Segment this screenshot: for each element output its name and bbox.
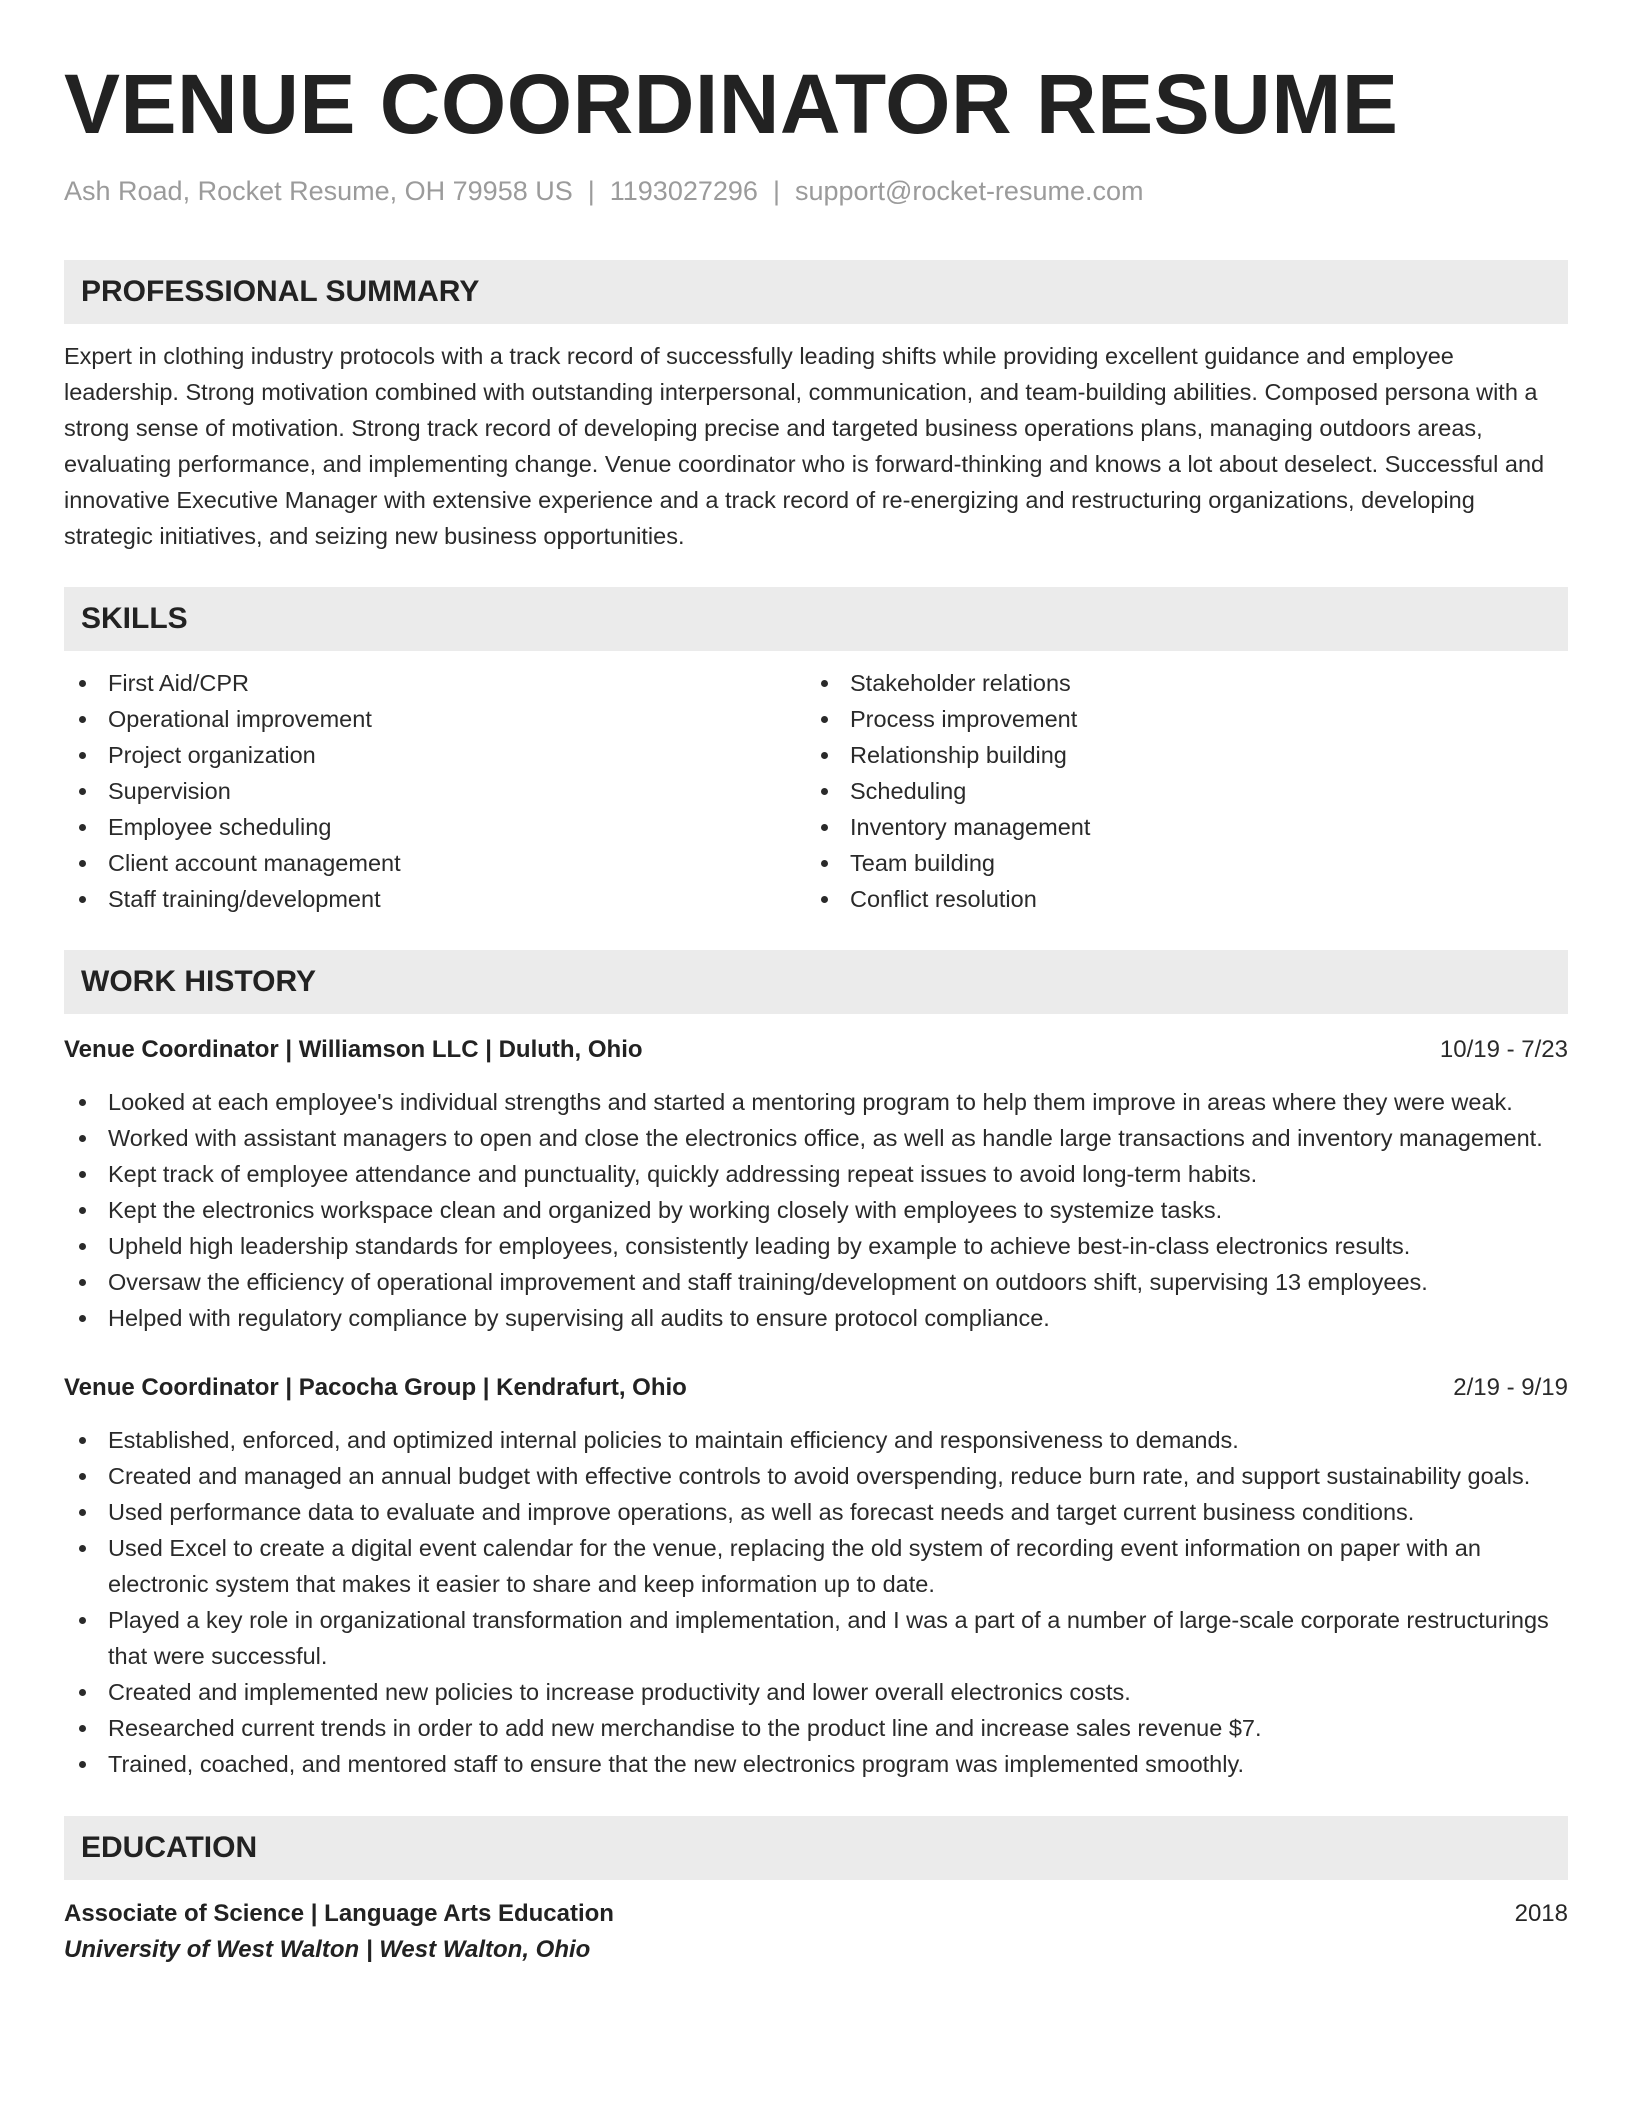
- contact-email: support@rocket-resume.com: [794, 176, 1144, 206]
- skill-item: Team building: [806, 845, 1548, 881]
- skill-item: Relationship building: [806, 737, 1548, 773]
- skill-item: First Aid/CPR: [64, 665, 806, 701]
- job-bullet: Researched current trends in order to add new merchandise to the product line and increase sales revenue $7.: [64, 1710, 1568, 1746]
- job-dates: 2/19 - 9/19: [1453, 1374, 1568, 1401]
- job-bullet: Worked with assistant managers to open and close the electronics office, as well as handle large transactions and inventory management.: [64, 1120, 1568, 1156]
- job-bullet: Kept track of employee attendance and punctuality, quickly addressing repeat issues to avoid long-term habits.: [64, 1156, 1568, 1192]
- education-head: [64, 1896, 1568, 1932]
- education-year: 2018: [1514, 1900, 1568, 1927]
- job-bullet: Upheld high leadership standards for employees, consistently leading by example to achieve best-in-class electronics results.: [64, 1228, 1568, 1264]
- skill-item: Supervision: [64, 773, 806, 809]
- skill-item: Scheduling: [806, 773, 1548, 809]
- job-head: [64, 1032, 1568, 1068]
- job-bullet: Created and managed an annual budget with effective controls to avoid overspending, reduce burn rate, and support sustainability goals.: [64, 1458, 1568, 1494]
- job-entry: [64, 1370, 1568, 1782]
- contact-address: Ash Road, Rocket Resume, OH 79958 US: [64, 176, 573, 206]
- skill-item: Project organization: [64, 737, 806, 773]
- section-header-work-history: WORK HISTORY: [64, 950, 1568, 1014]
- job-bullet: Helped with regulatory compliance by supervising all audits to ensure protocol compliance.: [64, 1300, 1568, 1336]
- job-bullet: Trained, coached, and mentored staff to ensure that the new electronics program was implemented smoothly.: [64, 1746, 1568, 1782]
- section-header-skills: SKILLS: [64, 587, 1568, 651]
- skill-item: Conflict resolution: [806, 881, 1548, 917]
- skill-item: Operational improvement: [64, 701, 806, 737]
- job-bullet: Created and implemented new policies to increase productivity and lower overall electronics costs.: [64, 1674, 1568, 1710]
- skill-item: Client account management: [64, 845, 806, 881]
- job-bullets: [64, 1422, 1568, 1782]
- work-history-list: [64, 1032, 1568, 1782]
- job-bullets: [64, 1084, 1568, 1336]
- job-bullet: Kept the electronics workspace clean and organized by working closely with employees to systemize tasks.: [64, 1192, 1568, 1228]
- skill-item: Staff training/development: [64, 881, 806, 917]
- section-header-professional-summary: PROFESSIONAL SUMMARY: [64, 260, 1568, 324]
- contact-phone: 1193027296: [609, 176, 758, 206]
- resume-title: VENUE COORDINATOR RESUME: [64, 57, 1399, 151]
- skills-grid: [64, 665, 1568, 917]
- skills-column-right: [806, 665, 1548, 917]
- section-header-education: EDUCATION: [64, 1816, 1568, 1880]
- skill-item: Inventory management: [806, 809, 1548, 845]
- contact-separator: |: [587, 176, 595, 206]
- skill-item: Stakeholder relations: [806, 665, 1548, 701]
- education-school: University of West Walton | West Walton, Ohio: [64, 1936, 591, 1963]
- job-title: Venue Coordinator | Pacocha Group | Kendrafurt, Ohio: [64, 1374, 687, 1401]
- skill-item: Process improvement: [806, 701, 1548, 737]
- job-bullet: Established, enforced, and optimized internal policies to maintain efficiency and responsiveness to demands.: [64, 1422, 1568, 1458]
- job-bullet: Looked at each employee's individual strengths and started a mentoring program to help them improve in areas where they were weak.: [64, 1084, 1568, 1120]
- job-title: Venue Coordinator | Williamson LLC | Duluth, Ohio: [64, 1036, 643, 1063]
- skill-item: Employee scheduling: [64, 809, 806, 845]
- job-entry: [64, 1032, 1568, 1336]
- job-head: [64, 1370, 1568, 1406]
- skills-column-left: [64, 665, 806, 917]
- contact-separator: |: [772, 176, 780, 206]
- education-degree: Associate of Science | Language Arts Education: [64, 1900, 614, 1927]
- job-bullet: Used performance data to evaluate and improve operations, as well as forecast needs and target current business conditions.: [64, 1494, 1568, 1530]
- contact-line: [64, 176, 1568, 207]
- professional-summary-text: Expert in clothing industry protocols with a track record of successfully leading shifts while providing excellent guidance and employee leadership. Strong motivation combined with outstanding interpersonal, communication, and team-building abilities. Composed persona with a strong sense of motivation. Strong track record of developing precise and targeted business operations plans, managing outdoors areas, evaluating performance, and implementing change. Venue coordinator who is forward-thinking and knows a lot about deselect. Successful and innovative Executive Manager with extensive experience and a track record of re-energizing and restructuring organizations, developing strategic initiatives, and seizing new business opportunities.: [64, 343, 1545, 549]
- job-bullet: Oversaw the efficiency of operational improvement and staff training/development on outdoors shift, supervising 13 employees.: [64, 1264, 1568, 1300]
- job-bullet: Used Excel to create a digital event calendar for the venue, replacing the old system of recording event information on paper with an electronic system that makes it easier to share and keep information up to date.: [64, 1530, 1568, 1602]
- education-entry: [64, 1896, 1568, 1968]
- job-dates: 10/19 - 7/23: [1439, 1036, 1568, 1063]
- job-bullet: Played a key role in organizational transformation and implementation, and I was a part of a number of large-scale corporate restructurings that were successful.: [64, 1602, 1568, 1674]
